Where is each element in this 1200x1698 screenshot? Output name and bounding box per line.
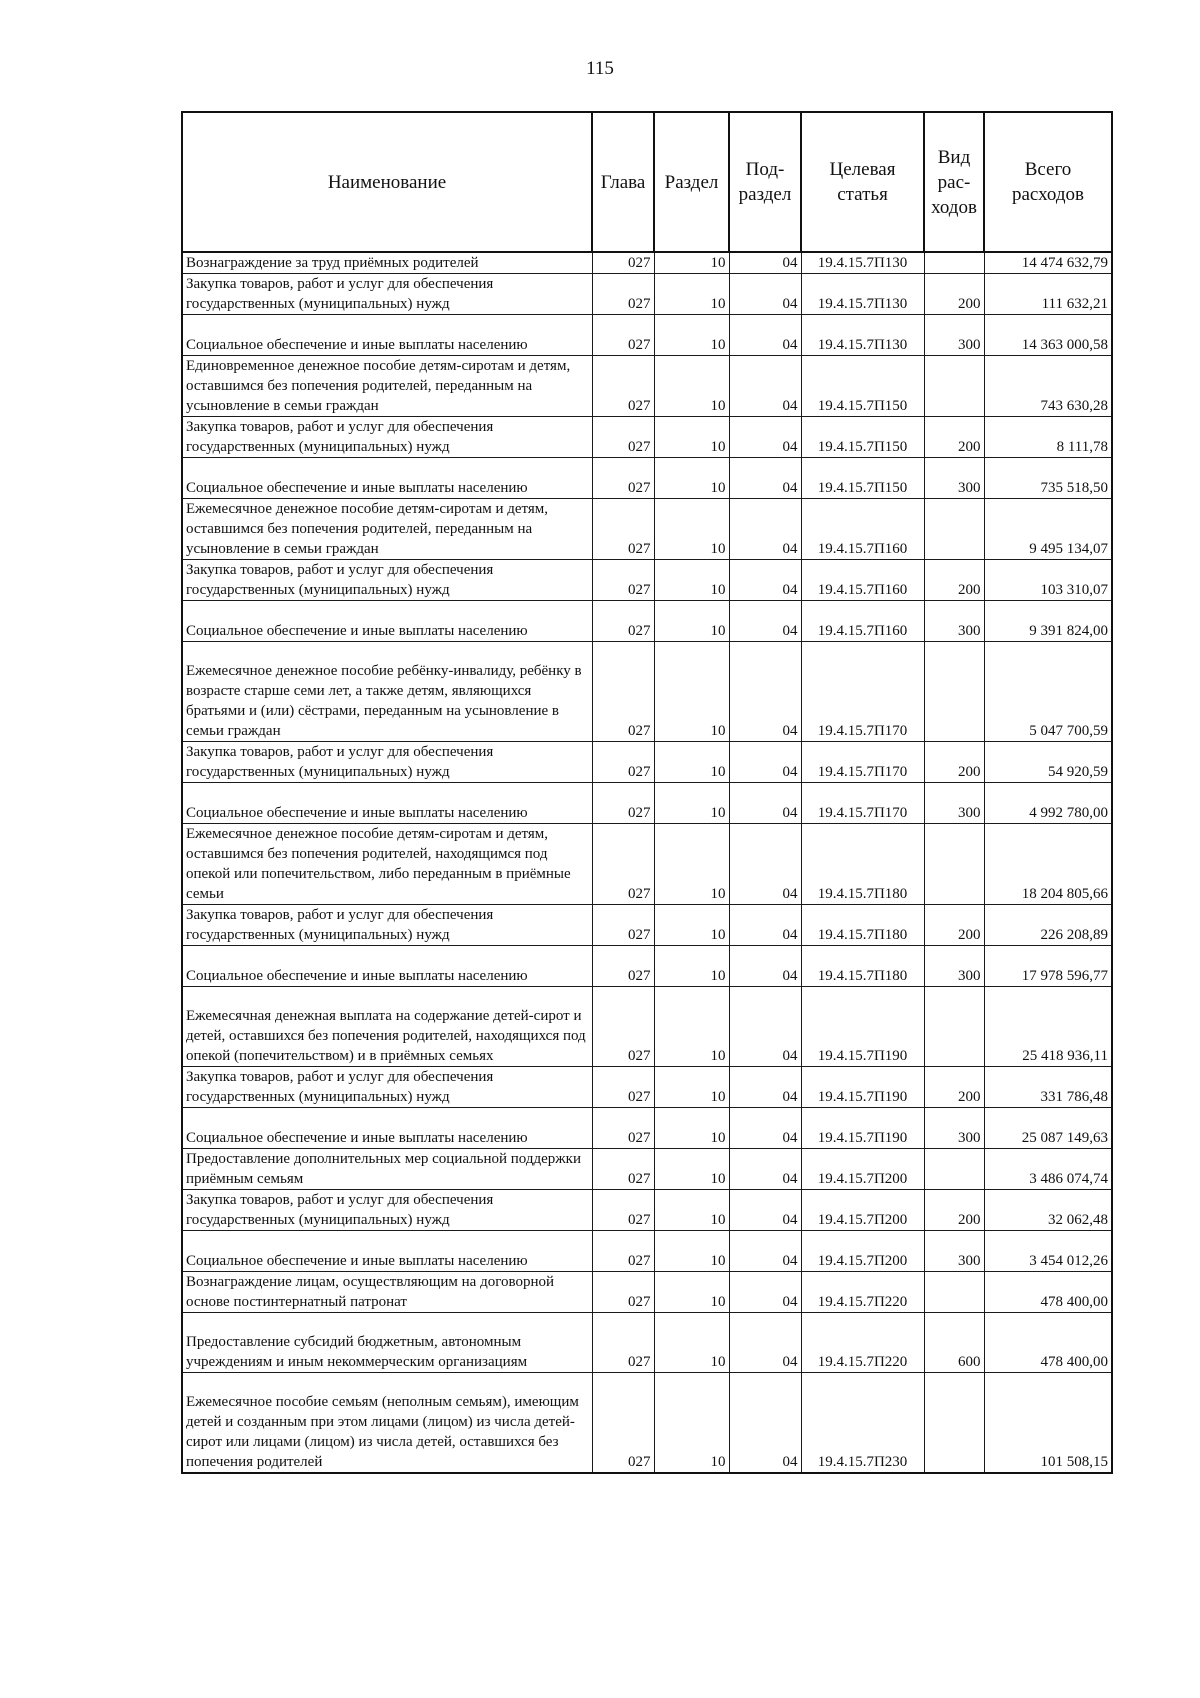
cell-name: Единовременное денежное пособие детям-сиротам и детям, оставшимся без попечения родителей, переданным на усыновление в семьи граждан: [182, 356, 592, 417]
cell-target-article: 19.4.15.7П200: [801, 1149, 924, 1190]
cell-total: 478 400,00: [984, 1272, 1112, 1313]
cell-section: 10: [654, 1231, 729, 1272]
cell-section: 10: [654, 824, 729, 905]
cell-chapter: 027: [592, 783, 654, 824]
cell-section: 10: [654, 601, 729, 642]
table-row: [182, 946, 1112, 987]
cell-total: 226 208,89: [984, 905, 1112, 946]
table-row: [182, 1231, 1112, 1272]
cell-target-article: 19.4.15.7П200: [801, 1231, 924, 1272]
cell-target-article: 19.4.15.7П130: [801, 315, 924, 356]
cell-expense-type: 300: [924, 1231, 984, 1272]
table-row: [182, 356, 1112, 417]
cell-chapter: 027: [592, 742, 654, 783]
cell-target-article: 19.4.15.7П170: [801, 742, 924, 783]
cell-total: 14 474 632,79: [984, 252, 1112, 274]
cell-expense-type: [924, 1373, 984, 1473]
header-total: Всего расходов: [984, 112, 1112, 252]
cell-total: 3 454 012,26: [984, 1231, 1112, 1272]
cell-target-article: 19.4.15.7П190: [801, 1067, 924, 1108]
cell-section: 10: [654, 642, 729, 742]
cell-section: 10: [654, 905, 729, 946]
cell-name: Социальное обеспечение и иные выплаты населению: [182, 315, 592, 356]
cell-total: 54 920,59: [984, 742, 1112, 783]
cell-subsection: 04: [729, 1231, 801, 1272]
cell-subsection: 04: [729, 1108, 801, 1149]
cell-name: Ежемесячное денежное пособие детям-сиротам и детям, оставшимся без попечения родителей, находящимся под опекой или попечительством, либо переданным в приёмные семьи: [182, 824, 592, 905]
cell-expense-type: [924, 1272, 984, 1313]
cell-subsection: 04: [729, 1272, 801, 1313]
cell-target-article: 19.4.15.7П220: [801, 1272, 924, 1313]
cell-name: Закупка товаров, работ и услуг для обеспечения государственных (муниципальных) нужд: [182, 742, 592, 783]
cell-target-article: 19.4.15.7П130: [801, 252, 924, 274]
cell-total: 4 992 780,00: [984, 783, 1112, 824]
cell-total: 111 632,21: [984, 274, 1112, 315]
cell-expense-type: [924, 987, 984, 1067]
cell-name: Закупка товаров, работ и услуг для обеспечения государственных (муниципальных) нужд: [182, 274, 592, 315]
cell-subsection: 04: [729, 742, 801, 783]
cell-expense-type: 300: [924, 315, 984, 356]
header-chapter: Глава: [592, 112, 654, 252]
cell-total: 9 391 824,00: [984, 601, 1112, 642]
cell-subsection: 04: [729, 274, 801, 315]
cell-expense-type: 200: [924, 560, 984, 601]
cell-subsection: 04: [729, 987, 801, 1067]
cell-name: Предоставление дополнительных мер социальной поддержки приёмным семьям: [182, 1149, 592, 1190]
table-row: [182, 560, 1112, 601]
cell-total: 8 111,78: [984, 417, 1112, 458]
table-row: [182, 499, 1112, 560]
cell-subsection: 04: [729, 315, 801, 356]
header-expense-type: Вид рас- ходов: [924, 112, 984, 252]
cell-section: 10: [654, 1190, 729, 1231]
cell-target-article: 19.4.15.7П160: [801, 601, 924, 642]
cell-subsection: 04: [729, 642, 801, 742]
cell-total: 25 418 936,11: [984, 987, 1112, 1067]
cell-name: Социальное обеспечение и иные выплаты населению: [182, 601, 592, 642]
cell-name: Закупка товаров, работ и услуг для обеспечения государственных (муниципальных) нужд: [182, 1067, 592, 1108]
cell-section: 10: [654, 1272, 729, 1313]
table-row: [182, 783, 1112, 824]
cell-target-article: 19.4.15.7П130: [801, 274, 924, 315]
table-body: [182, 252, 1112, 1473]
header-target-article: Целевая статья: [801, 112, 924, 252]
cell-section: 10: [654, 315, 729, 356]
cell-chapter: 027: [592, 987, 654, 1067]
cell-total: 18 204 805,66: [984, 824, 1112, 905]
page-number: 115: [586, 58, 614, 79]
cell-section: 10: [654, 783, 729, 824]
cell-target-article: 19.4.15.7П180: [801, 946, 924, 987]
cell-name: Закупка товаров, работ и услуг для обеспечения государственных (муниципальных) нужд: [182, 1190, 592, 1231]
table-header-row: [182, 112, 1112, 252]
cell-chapter: 027: [592, 905, 654, 946]
table-row: [182, 1149, 1112, 1190]
cell-subsection: 04: [729, 1067, 801, 1108]
cell-expense-type: 200: [924, 417, 984, 458]
cell-name: Закупка товаров, работ и услуг для обеспечения государственных (муниципальных) нужд: [182, 905, 592, 946]
cell-name: Предоставление субсидий бюджетным, автономным учреждениям и иным некоммерческим организациям: [182, 1313, 592, 1373]
table-row: [182, 1108, 1112, 1149]
table-row: [182, 1190, 1112, 1231]
table-row: [182, 417, 1112, 458]
cell-total: 743 630,28: [984, 356, 1112, 417]
cell-expense-type: [924, 1149, 984, 1190]
cell-target-article: 19.4.15.7П160: [801, 499, 924, 560]
cell-target-article: 19.4.15.7П160: [801, 560, 924, 601]
cell-subsection: 04: [729, 783, 801, 824]
cell-target-article: 19.4.15.7П170: [801, 642, 924, 742]
cell-section: 10: [654, 1149, 729, 1190]
cell-subsection: 04: [729, 946, 801, 987]
cell-section: 10: [654, 560, 729, 601]
cell-total: 25 087 149,63: [984, 1108, 1112, 1149]
cell-total: 9 495 134,07: [984, 499, 1112, 560]
cell-expense-type: 300: [924, 1108, 984, 1149]
cell-section: 10: [654, 356, 729, 417]
cell-chapter: 027: [592, 1373, 654, 1473]
cell-target-article: 19.4.15.7П190: [801, 1108, 924, 1149]
cell-expense-type: 600: [924, 1313, 984, 1373]
cell-subsection: 04: [729, 252, 801, 274]
cell-target-article: 19.4.15.7П190: [801, 987, 924, 1067]
header-subsection: Под- раздел: [729, 112, 801, 252]
budget-table: [181, 111, 1113, 1474]
table-row: [182, 315, 1112, 356]
table-row: [182, 642, 1112, 742]
cell-total: 735 518,50: [984, 458, 1112, 499]
cell-section: 10: [654, 499, 729, 560]
cell-target-article: 19.4.15.7П170: [801, 783, 924, 824]
cell-chapter: 027: [592, 1190, 654, 1231]
cell-section: 10: [654, 742, 729, 783]
cell-expense-type: 300: [924, 946, 984, 987]
cell-chapter: 027: [592, 356, 654, 417]
cell-total: 3 486 074,74: [984, 1149, 1112, 1190]
cell-name: Вознаграждение лицам, осуществляющим на договорной основе постинтернатный патронат: [182, 1272, 592, 1313]
cell-expense-type: 300: [924, 458, 984, 499]
header-section: Раздел: [654, 112, 729, 252]
cell-total: 331 786,48: [984, 1067, 1112, 1108]
table-row: [182, 1373, 1112, 1473]
cell-chapter: 027: [592, 1231, 654, 1272]
cell-chapter: 027: [592, 601, 654, 642]
table-row: [182, 274, 1112, 315]
cell-subsection: 04: [729, 905, 801, 946]
cell-chapter: 027: [592, 642, 654, 742]
cell-name: Ежемесячное денежное пособие ребёнку-инвалиду, ребёнку в возрасте старше семи лет, а также детям, являющихся братьями и (или) сёстрами, переданным на усыновление в семьи граждан: [182, 642, 592, 742]
table-row: [182, 252, 1112, 274]
cell-expense-type: 200: [924, 742, 984, 783]
cell-subsection: 04: [729, 1149, 801, 1190]
cell-section: 10: [654, 417, 729, 458]
table-row: [182, 742, 1112, 783]
cell-target-article: 19.4.15.7П230: [801, 1373, 924, 1473]
cell-name: Социальное обеспечение и иные выплаты населению: [182, 1108, 592, 1149]
cell-section: 10: [654, 1373, 729, 1473]
cell-subsection: 04: [729, 1190, 801, 1231]
cell-chapter: 027: [592, 417, 654, 458]
cell-expense-type: [924, 252, 984, 274]
cell-total: 14 363 000,58: [984, 315, 1112, 356]
cell-chapter: 027: [592, 315, 654, 356]
cell-expense-type: 200: [924, 1067, 984, 1108]
cell-name: Социальное обеспечение и иные выплаты населению: [182, 783, 592, 824]
cell-expense-type: 200: [924, 905, 984, 946]
cell-name: Социальное обеспечение и иные выплаты населению: [182, 458, 592, 499]
cell-name: Закупка товаров, работ и услуг для обеспечения государственных (муниципальных) нужд: [182, 560, 592, 601]
cell-target-article: 19.4.15.7П180: [801, 824, 924, 905]
cell-section: 10: [654, 1067, 729, 1108]
cell-target-article: 19.4.15.7П220: [801, 1313, 924, 1373]
cell-total: 5 047 700,59: [984, 642, 1112, 742]
cell-total: 478 400,00: [984, 1313, 1112, 1373]
cell-name: Социальное обеспечение и иные выплаты населению: [182, 1231, 592, 1272]
cell-name: Ежемесячная денежная выплата на содержание детей-сирот и детей, оставшихся без попечения родителей, находящихся под опекой (попечительством) и в приёмных семьях: [182, 987, 592, 1067]
table-row: [182, 987, 1112, 1067]
cell-target-article: 19.4.15.7П150: [801, 356, 924, 417]
cell-expense-type: [924, 824, 984, 905]
cell-subsection: 04: [729, 1373, 801, 1473]
cell-chapter: 027: [592, 560, 654, 601]
cell-subsection: 04: [729, 356, 801, 417]
cell-subsection: 04: [729, 560, 801, 601]
cell-expense-type: [924, 642, 984, 742]
table-row: [182, 458, 1112, 499]
cell-chapter: 027: [592, 946, 654, 987]
cell-section: 10: [654, 252, 729, 274]
cell-total: 32 062,48: [984, 1190, 1112, 1231]
cell-target-article: 19.4.15.7П200: [801, 1190, 924, 1231]
cell-name: Ежемесячное денежное пособие детям-сиротам и детям, оставшимся без попечения родителей, переданным на усыновление в семьи граждан: [182, 499, 592, 560]
table-row: [182, 905, 1112, 946]
cell-section: 10: [654, 1108, 729, 1149]
cell-subsection: 04: [729, 1313, 801, 1373]
cell-chapter: 027: [592, 1272, 654, 1313]
table-row: [182, 601, 1112, 642]
cell-chapter: 027: [592, 499, 654, 560]
cell-section: 10: [654, 946, 729, 987]
cell-total: 101 508,15: [984, 1373, 1112, 1473]
cell-name: Закупка товаров, работ и услуг для обеспечения государственных (муниципальных) нужд: [182, 417, 592, 458]
cell-expense-type: 300: [924, 783, 984, 824]
cell-section: 10: [654, 987, 729, 1067]
cell-expense-type: 300: [924, 601, 984, 642]
cell-chapter: 027: [592, 1067, 654, 1108]
cell-subsection: 04: [729, 458, 801, 499]
cell-total: 17 978 596,77: [984, 946, 1112, 987]
cell-chapter: 027: [592, 274, 654, 315]
cell-name: Ежемесячное пособие семьям (неполным семьям), имеющим детей и созданным при этом лицами (лицом) из числа детей-сирот или лицами (лицом) из числа детей, оставшихся без попечения родителей: [182, 1373, 592, 1473]
cell-subsection: 04: [729, 824, 801, 905]
cell-subsection: 04: [729, 499, 801, 560]
cell-chapter: 027: [592, 1313, 654, 1373]
cell-expense-type: [924, 356, 984, 417]
cell-section: 10: [654, 458, 729, 499]
cell-name: Вознаграждение за труд приёмных родителей: [182, 252, 592, 274]
header-name: Наименование: [182, 112, 592, 252]
cell-chapter: 027: [592, 458, 654, 499]
cell-target-article: 19.4.15.7П180: [801, 905, 924, 946]
cell-name: Социальное обеспечение и иные выплаты населению: [182, 946, 592, 987]
cell-section: 10: [654, 1313, 729, 1373]
cell-total: 103 310,07: [984, 560, 1112, 601]
cell-target-article: 19.4.15.7П150: [801, 417, 924, 458]
cell-expense-type: 200: [924, 274, 984, 315]
cell-subsection: 04: [729, 601, 801, 642]
table-row: [182, 1272, 1112, 1313]
table-row: [182, 824, 1112, 905]
cell-subsection: 04: [729, 417, 801, 458]
cell-chapter: 027: [592, 252, 654, 274]
table-row: [182, 1067, 1112, 1108]
cell-target-article: 19.4.15.7П150: [801, 458, 924, 499]
cell-chapter: 027: [592, 824, 654, 905]
cell-section: 10: [654, 274, 729, 315]
cell-expense-type: 200: [924, 1190, 984, 1231]
cell-expense-type: [924, 499, 984, 560]
cell-chapter: 027: [592, 1108, 654, 1149]
cell-chapter: 027: [592, 1149, 654, 1190]
table-row: [182, 1313, 1112, 1373]
